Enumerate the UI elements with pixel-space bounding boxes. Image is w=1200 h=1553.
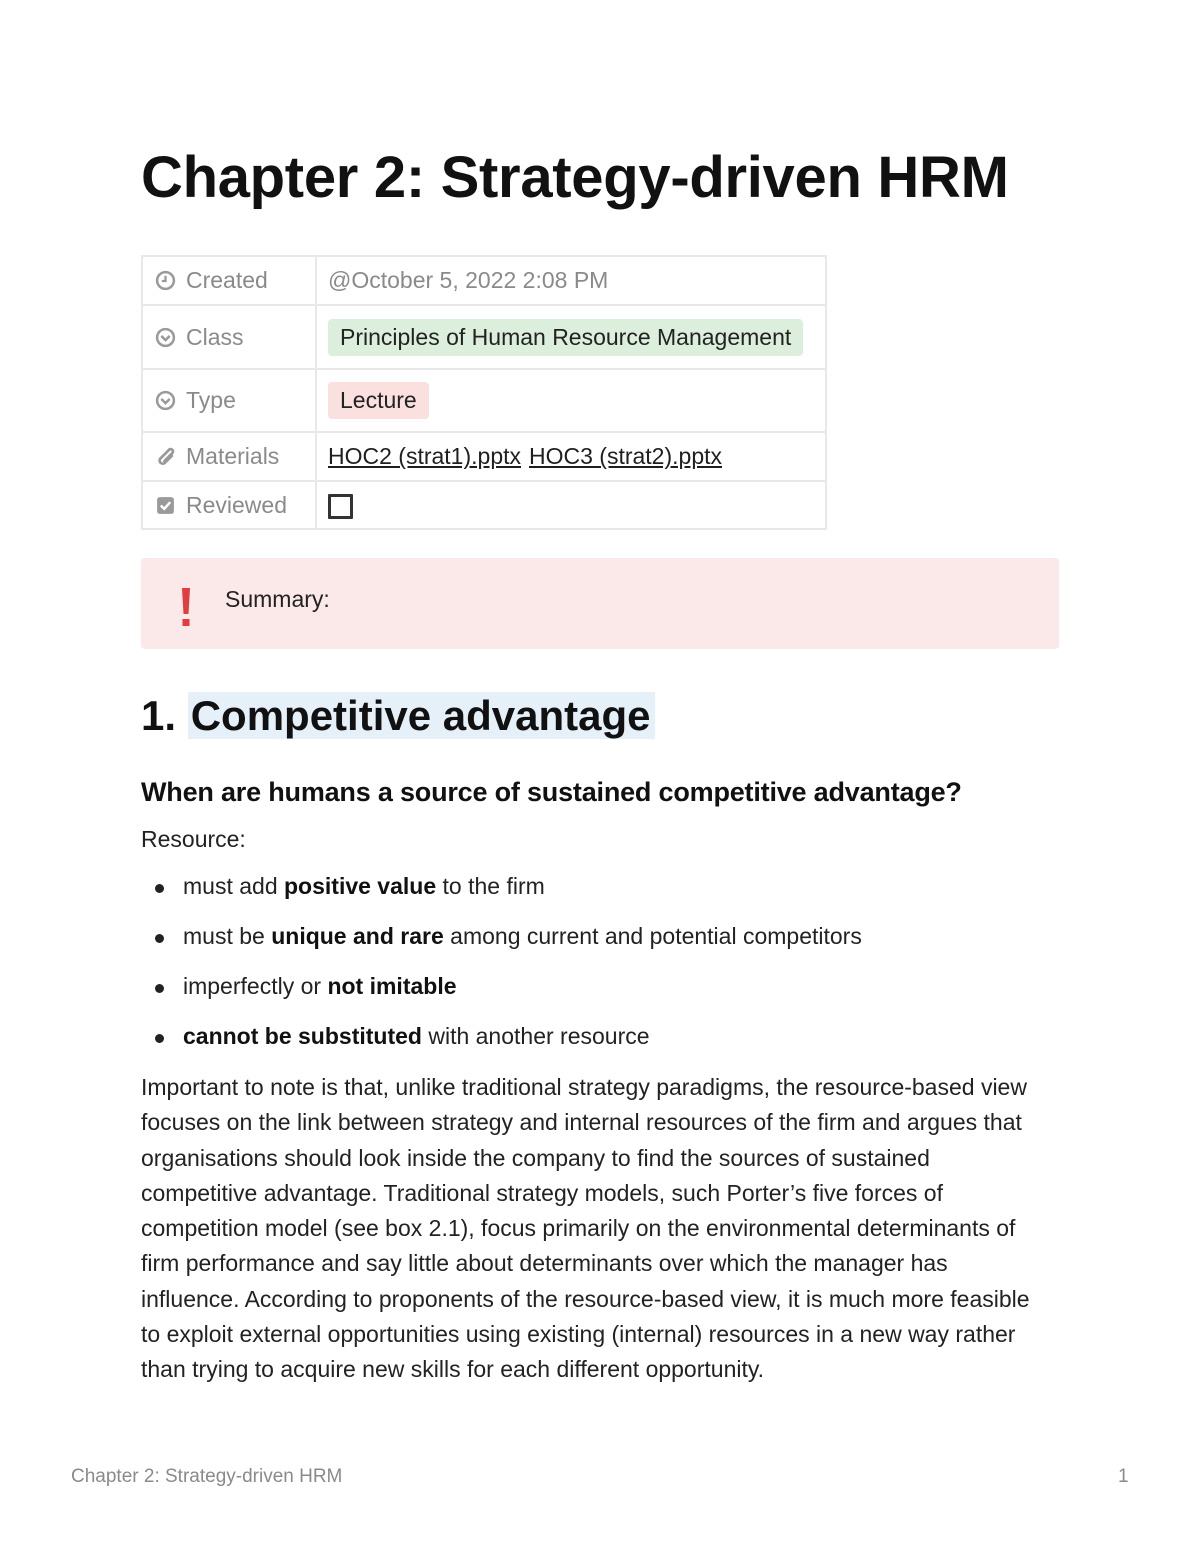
reviewed-checkbox[interactable] — [328, 494, 353, 519]
paragraph-line: organisations should look inside the company to find the sources of sustained — [141, 1144, 930, 1171]
summary-callout — [141, 558, 1059, 649]
page-number: 1 — [1118, 1466, 1129, 1487]
paragraph-line: competitive advantage. Traditional strategy models, such Porter’s five forces of — [141, 1179, 943, 1206]
list-item: imperfectly or not imitable — [141, 973, 862, 1023]
select-icon — [155, 390, 176, 411]
property-row-created — [142, 256, 826, 305]
checkbox-icon — [155, 495, 176, 516]
resource-criteria-list — [141, 873, 862, 1073]
paragraph-line: than trying to acquire new skills for each different opportunity. — [141, 1356, 765, 1383]
bullet-dot — [155, 984, 164, 993]
paperclip-icon — [155, 446, 176, 467]
property-label-class: Class — [186, 323, 244, 350]
paragraph-line: competition model (see box 2.1), focus primarily on the environmental determinants of — [141, 1215, 1016, 1242]
section-heading — [141, 692, 655, 740]
bullet-dot — [155, 1034, 164, 1043]
paragraph-line: influence. According to proponents of the resource-based view, it is much more feasible — [141, 1285, 1030, 1312]
select-icon — [155, 327, 176, 348]
footer-title: Chapter 2: Strategy-driven HRM — [71, 1466, 343, 1487]
bullet-dot — [155, 934, 164, 943]
property-label-reviewed: Reviewed — [186, 491, 287, 518]
paragraph-line: Important to note is that, unlike traditional strategy paradigms, the resource-based view — [141, 1074, 1027, 1100]
page-title: Chapter 2: Strategy-driven HRM — [141, 145, 1009, 210]
property-row-type — [142, 369, 826, 432]
list-item: must add positive value to the firm — [141, 873, 862, 923]
property-row-materials — [142, 432, 826, 481]
created-date-value: @October 5, 2022 2:08 PM — [328, 267, 609, 293]
section-heading-text: Competitive advantage — [188, 692, 655, 739]
property-label-materials: Materials — [186, 443, 280, 469]
exclamation-icon — [179, 588, 193, 628]
callout-text: Summary: — [225, 586, 330, 612]
paragraph-line: firm performance and say little about determinants over which the manager has — [141, 1250, 948, 1277]
section-subheading: When are humans a source of sustained competitive advantage? — [141, 777, 962, 807]
body-paragraph — [141, 1070, 1059, 1388]
property-row-class — [142, 305, 826, 369]
list-item: cannot be substituted with another resource — [141, 1023, 862, 1073]
property-row-reviewed — [142, 481, 826, 529]
property-label-created: Created — [186, 267, 268, 293]
material-file-link[interactable]: HOC2 (strat1).pptx — [328, 443, 521, 469]
class-tag[interactable]: Principles of Human Resource Management — [328, 319, 803, 356]
property-label-type: Type — [186, 387, 236, 413]
resource-label: Resource: — [141, 826, 246, 852]
list-item: must be unique and rare among current and potential competitors — [141, 923, 862, 973]
material-file-link[interactable]: HOC3 (strat2).pptx — [529, 443, 722, 469]
type-tag[interactable]: Lecture — [328, 382, 429, 419]
paragraph-line: to exploit external opportunities using existing (internal) resources in a new way rather — [141, 1321, 1016, 1348]
properties-table — [141, 255, 827, 530]
section-number: 1. — [141, 692, 177, 739]
paragraph-line: focuses on the link between strategy and internal resources of the firm and argues that — [141, 1109, 1022, 1136]
clock-icon — [155, 270, 176, 291]
bullet-dot — [155, 884, 164, 893]
